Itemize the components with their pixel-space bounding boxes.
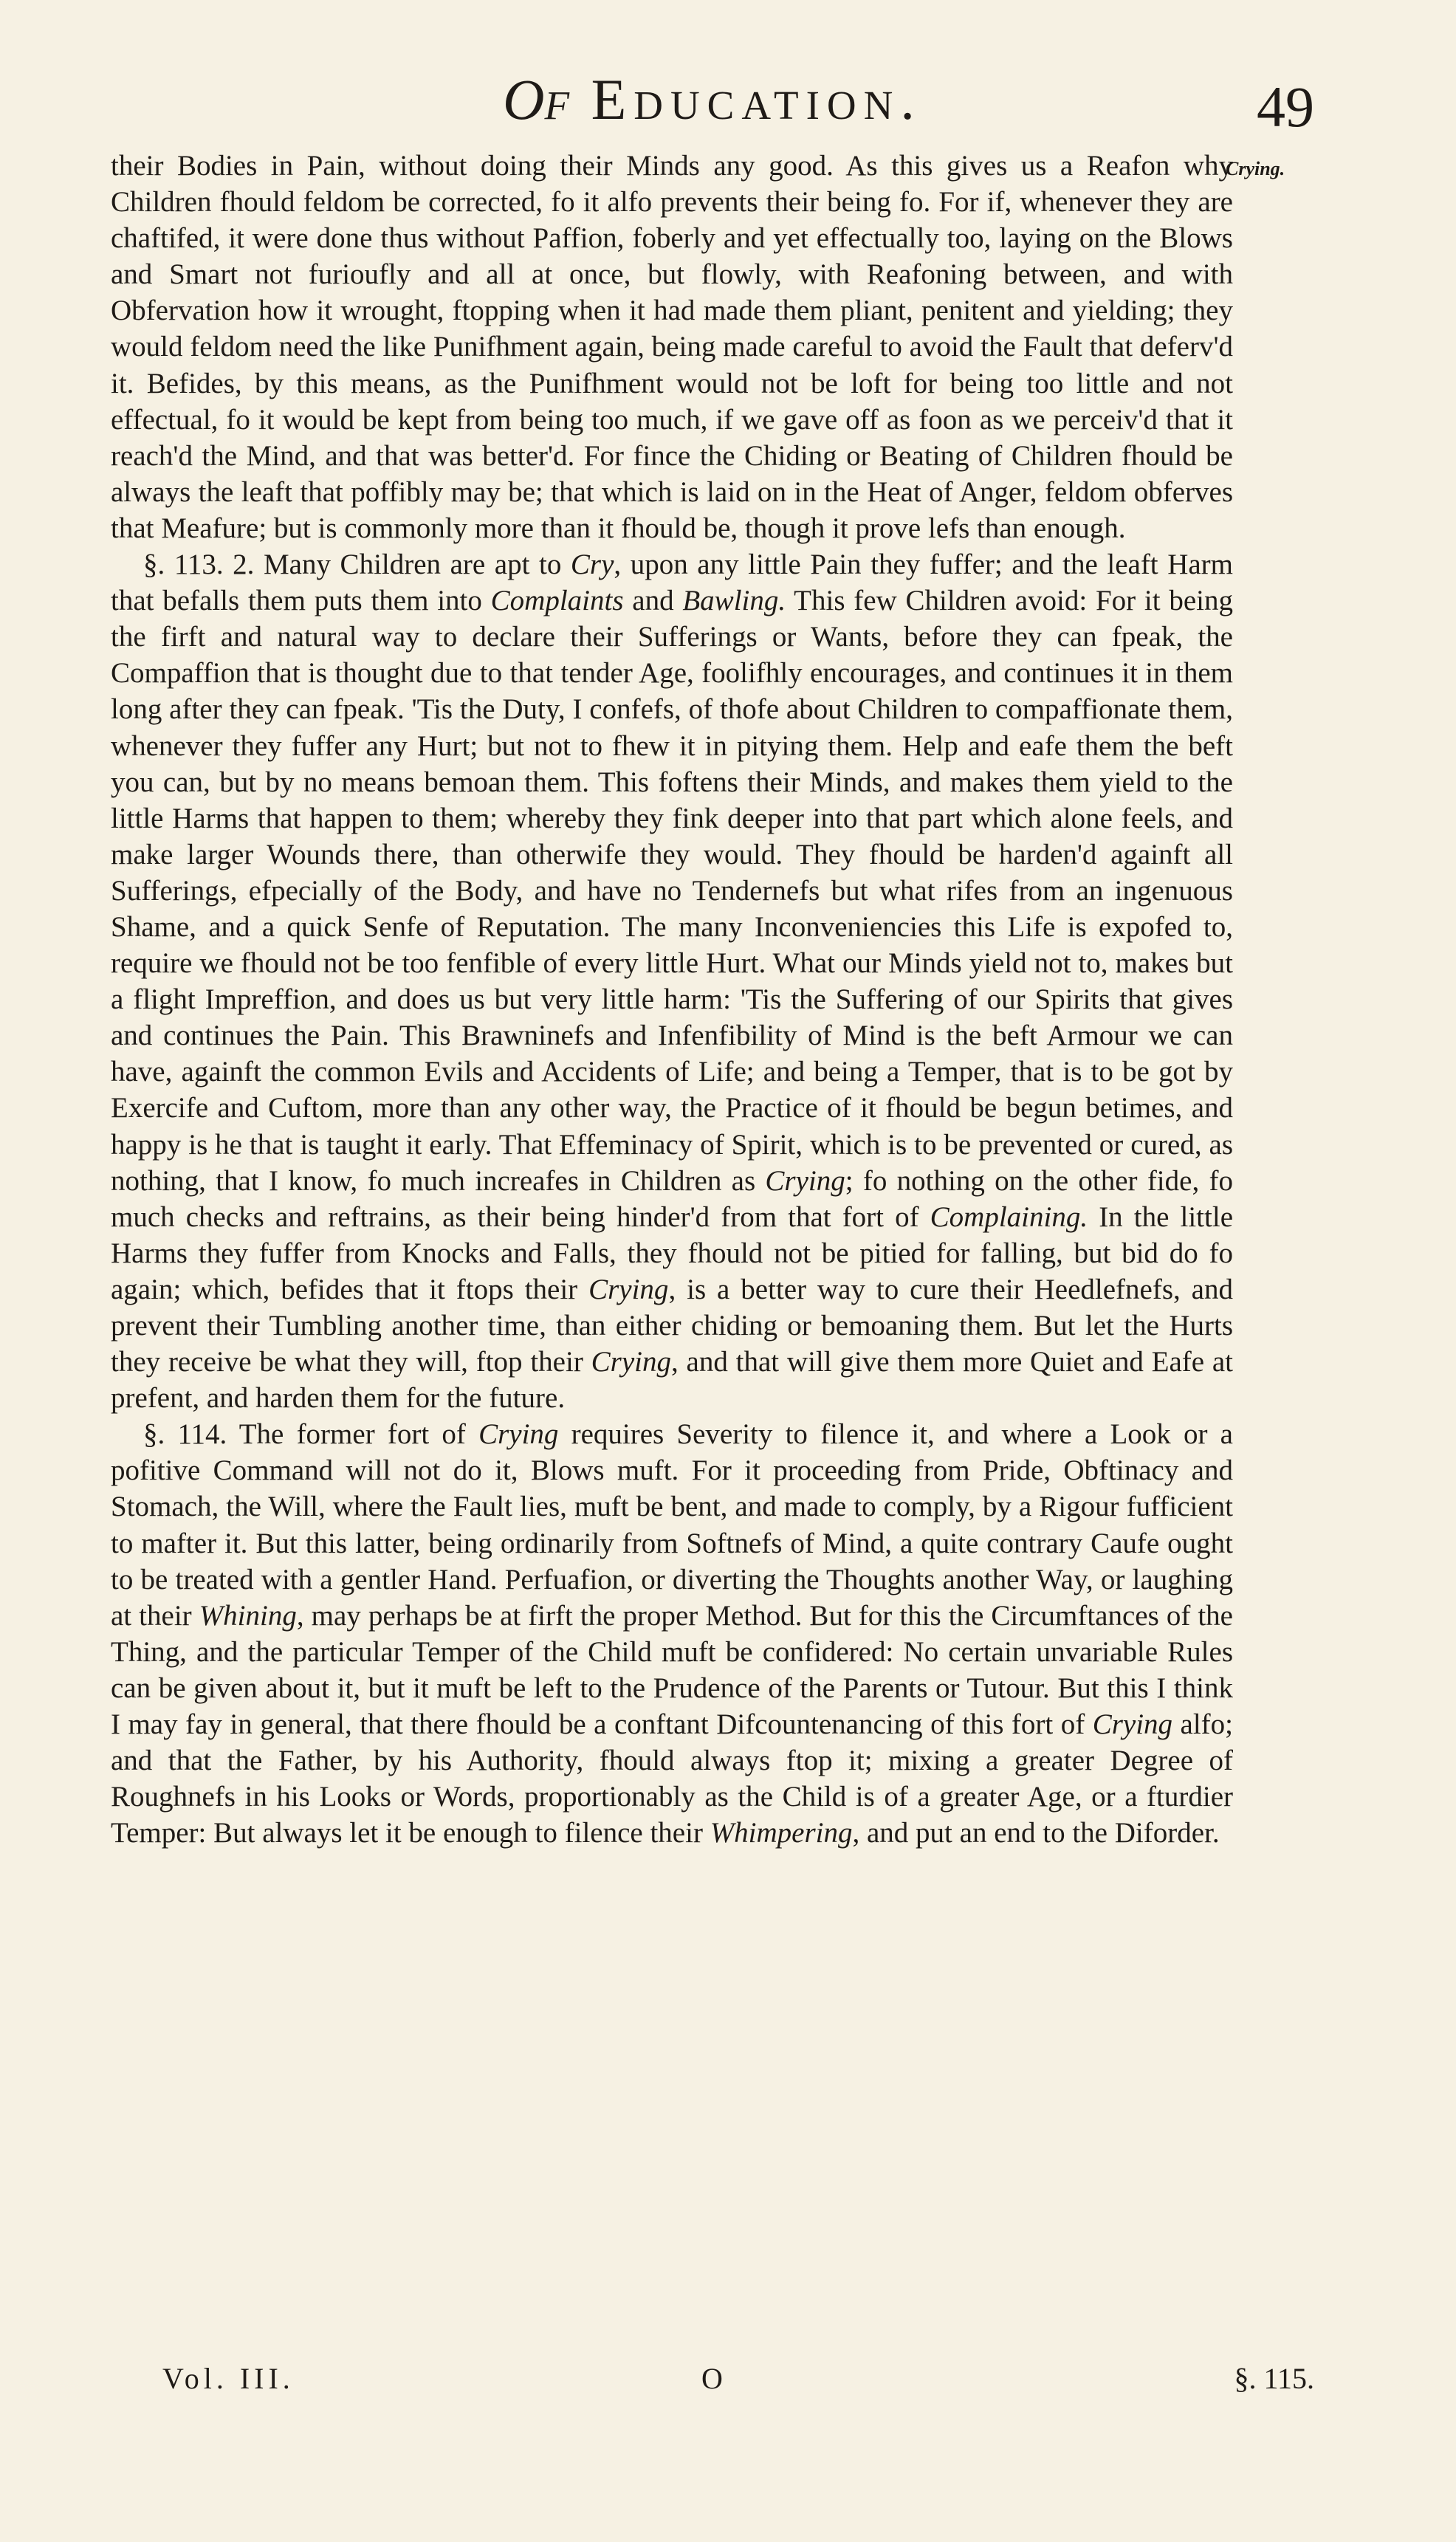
text-run: ; fo nothing on the other fide, fo much checks and reftrains, as their being hinder'd from that fort of	[111, 1164, 1233, 1233]
italic-text: Whimpering	[710, 1817, 853, 1849]
text-run: , may perhaps be at firft the proper Method. But for this the Circumftances of the Thing, and the particular Temper of the Child muft be confidered: No certain unvariable Rules can be given about it, but it muft be left to the Prudence of the Parents or Tutour. But this I think I may fay in general, that there fhould be a conftant Difcountenancing of this fort of	[111, 1599, 1233, 1741]
italic-text: Complaining.	[930, 1200, 1088, 1233]
page-header	[111, 66, 1314, 148]
text-run: requires Severity to filence it, and where a Look or a pofitive Command will not do it, Blows muft. For it proceeding from Pride, Obftinacy and Stomach, the Will, where the Fault lies, muft be bent, and made to comply, by a Rigour fufficient to mafter it. But this latter, being ordinarily from Softnefs of Mind, a quite contrary Caufe ought to be treated with a gentler Hand. Perfuafion, or diverting the Thoughts another Way, or laughing at their	[111, 1418, 1233, 1632]
text-run: This few Children avoid: For it being the firft and natural way to declare their Sufferings or Wants, before they can fpeak, the Compaffion that is thought due to that tender Age, foolifhly encourages, and continues it in them long after they can fpeak. 'Tis the Duty, I confefs, of thofe about Children to compaffionate them, whenever they fuffer any Hurt; but not to fhew it in pitying them. Help and eafe them the beft you can, but by no means bemoan them. This foftens their Minds, and makes them yield to the little Harms that happen to them; whereby they fink deeper into that part which alone feels, and make larger Wounds there, than otherwife they would. They fhould be harden'd againft all Sufferings, efpecially of the Body, and have no Tendernefs but what rifes from an ingenuous Shame, and a quick Senfe of Reputation. The many Inconveniencies this Life is expofed to, require we fhould not be too fenfible of every little Hurt. What our Minds yield not to, makes but a flight Impreffion, and does us but very little harm: 'Tis the Suffering of our Spirits that gives and continues the Pain. This Brawninefs and Infenfibility of Mind is the beft Armour we can have, againft the common Evils and Accidents of Life; and being a Temper, that is to be got by Exercife and Cuftom, more than any other way, the Practice of it fhould be begun betimes, and happy is he that is taught it early. That Effeminacy of Spirit, which is to be prevented or cured, as nothing, that I know, fo much increafes in Children as	[111, 585, 1233, 1197]
text-run: , and put an end to the Diforder.	[852, 1817, 1220, 1849]
running-title-prefix: Of	[503, 67, 570, 131]
text-run: their Bodies in Pain, without doing their Minds any good. As this gives us a Reafon why Children fhould feldom be corrected, fo it alfo prevents their being fo. For if, whenever they are chaftifed, it were done thus without Paffion, foberly and yet effectually too, laying on the Blows and Smart not furioufly and all at once, but flowly, with Reafoning between, and with Obfervation how it wrought, ftopping when it had made them pliant, penitent and yielding; they would feldom need the like Punifhment again, being made careful to avoid the Fault that deferv'd it. Befides, by this means, as the Punifhment would not be loft for being too little and not effectual, fo it would be kept from being too much, if we gave off as foon as we perceiv'd that it reach'd the Mind, and that was better'd. For fince the Chiding or Beating of Children fhould be always the leaft that poffibly may be; that which is laid on in the Heat of Anger, feldom obferves that Meafure; but is commonly more than it fhould be, though it prove lefs than enough.	[111, 150, 1233, 544]
italic-text: Complaints	[490, 585, 624, 617]
italic-text: Whining	[199, 1599, 297, 1632]
running-title	[111, 66, 1314, 133]
margin-note: Crying.	[1226, 158, 1285, 179]
paragraph	[111, 546, 1233, 1416]
text-run: In the little Harms they fuffer from Knocks and Falls, they fhould not be pitied for falling, but bid do fo again; which, befides that it ftops their	[111, 1200, 1233, 1305]
text-run: , and that will give them more Quiet and Eafe at prefent, and harden them for the future.	[111, 1346, 1234, 1415]
catchword: §. 115.	[1234, 2362, 1314, 2395]
page-footer	[162, 2361, 1314, 2405]
body-text	[111, 148, 1233, 1851]
italic-text: Crying	[765, 1164, 845, 1197]
italic-text: Crying	[588, 1273, 669, 1305]
signature-mark: O	[701, 2362, 723, 2395]
paragraph	[111, 148, 1233, 546]
italic-text: Crying	[1092, 1708, 1173, 1741]
italic-text: Crying	[591, 1346, 671, 1378]
text-run: , upon any little Pain they fuffer; and the leaft Harm that befalls them puts them into	[111, 549, 1234, 617]
italic-text: Crying	[478, 1418, 559, 1451]
italic-text: Cry	[570, 549, 614, 581]
page-number: 49	[1257, 75, 1314, 139]
text-run: and	[623, 585, 683, 617]
paragraph	[111, 1416, 1233, 1851]
text-run: alfo; and that the Father, by his Authority, fhould always ftop it; mixing a greater Degree of Roughnefs in his Looks or Words, proportionably as the Child is of a greater Age, or a fturdier Temper: But always let it be enough to filence their	[111, 1708, 1233, 1849]
italic-text: Bawling.	[682, 585, 786, 617]
running-title-main: Education.	[591, 67, 922, 131]
text-run: §. 114. The former fort of	[143, 1418, 479, 1451]
text-run: §. 113. 2. Many Children are apt to	[143, 549, 571, 581]
text-run: , is a better way to cure their Heedlefnefs, and prevent their Tumbling another time, than either chiding or bemoaning them. But let the Hurts they receive be what they will, ftop their	[111, 1273, 1233, 1378]
volume-label: Vol. III.	[162, 2362, 295, 2395]
